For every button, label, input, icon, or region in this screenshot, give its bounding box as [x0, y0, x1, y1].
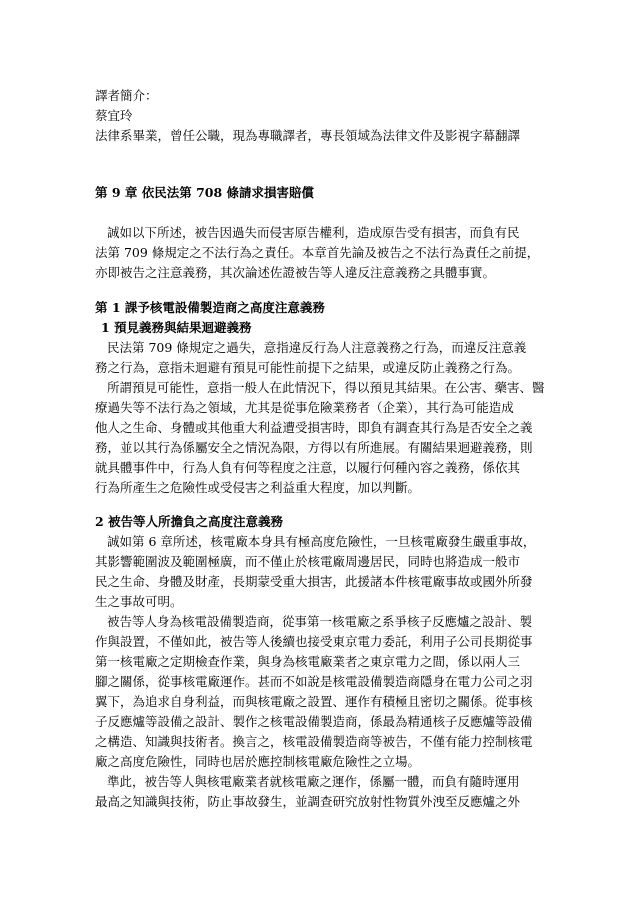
translator-heading: 譯者簡介：	[95, 88, 158, 103]
subsection-1-paragraph-1	[95, 338, 543, 378]
paragraph-line: 子反應爐等設備之設計、製作之核電設備製造商，係最為精通核子反應爐等設備	[95, 714, 533, 729]
paragraph-line: 務，並以其行為係屬安全之情況為限，方得以有所進展。有關結果迴避義務，則	[95, 440, 533, 455]
paragraph-line: 之構造、知識與技術者。換言之，核電設備製造商等被告，不僅有能力控制核電	[95, 734, 533, 749]
paragraph-line: 最高之知識與技術，防止事故發生，並調查研究放射性物質外洩至反應爐之外	[95, 794, 521, 809]
paragraph-line: 所謂預見可能性，意指一般人在此情況下，得以預見其結果。在公害、藥害、醫	[107, 380, 545, 395]
paragraph-line: 誠如第 6 章所述，核電廠本身具有極高度危險性，一旦核電廠發生嚴重事故，	[107, 534, 536, 549]
translator-name: 蔡宜玲	[95, 108, 133, 123]
subsection-2-paragraph-3	[95, 772, 543, 812]
paragraph-line: 廠之高度危險性，同時也居於應控制核電廠危險性之立場。	[95, 754, 421, 769]
paragraph-line: 行為所產生之危險性或受侵害之利益重大程度，加以判斷。	[95, 480, 421, 495]
subsection-2-paragraph-1	[95, 532, 543, 612]
paragraph-line: 被告等人身為核電設備製造商，從事第一核電廠之系爭核子反應爐之設計、製	[107, 614, 533, 629]
intro-line-1: 誠如以下所述，被告因過失而侵害原告權利，造成原告受有損害，而負有民	[107, 225, 520, 240]
paragraph-line: 翼下，為追求自身利益，而與核電廠之設置、運作有積極且密切之關係。從事核	[95, 694, 533, 709]
chapter-title: 第 9 章 依民法第 708 條請求損害賠償	[95, 185, 315, 200]
intro-line-3: 亦即被告之注意義務，其次論述佐證被告等人違反注意義務之具體事實。	[95, 265, 496, 280]
subsection-2-title: 2 被告等人所擔負之高度注意義務	[95, 514, 284, 529]
paragraph-line: 生之事故可明。	[95, 594, 183, 609]
paragraph-line: 就具體事件中，行為人負有何等程度之注意，以履行何種內容之義務，係依其	[95, 460, 521, 475]
paragraph-line: 療過失等不法行為之領域，尤其是從事危險業務者（企業），其行為可能造成	[95, 400, 514, 415]
paragraph-line: 其影響範圍波及範圍極廣，而不僅止於核電廠周邊居民，同時也將造成一般市	[95, 554, 521, 569]
paragraph-line: 作與設置，不僅如此，被告等人後續也接受東京電力委託，利用子公司長期從事	[95, 634, 533, 649]
translator-info	[95, 86, 543, 146]
paragraph-line: 他人之生命、身體或其他重大利益遭受損害時，即負有調查其行為是否安全之義	[95, 420, 533, 435]
paragraph-line: 務之行為，意指未迴避有預見可能性前提下之結果，或違反防止義務之行為。	[95, 360, 521, 375]
translator-bio: 法律系畢業，曾任公職，現為專職譯者，專長領域為法律文件及影視字幕翻譯	[95, 128, 521, 143]
subsection-2-paragraph-2	[95, 612, 543, 772]
paragraph-line: 第一核電廠之定期檢查作業，與身為核電廠業者之東京電力之間，係以兩人三	[95, 654, 521, 669]
paragraph-line: 準此，被告等人與核電廠業者就核電廠之運作，係屬一體，而負有隨時運用	[107, 774, 520, 789]
paragraph-line: 民之生命、身體及財產，長期蒙受重大損害，此援諸本件核電廠事故或國外所發	[95, 574, 533, 589]
subsection-1-title: 1 預見義務與結果迴避義務	[101, 320, 252, 335]
chapter-intro	[95, 223, 543, 283]
document-page	[95, 86, 543, 812]
paragraph-line: 腳之關係，從事核電廠運作。甚而不如說是核電設備製造商隱身在電力公司之羽	[95, 674, 533, 689]
subsection-1-paragraph-2	[95, 378, 543, 498]
intro-line-2: 法第 709 條規定之不法行為之責任。本章首先論及被告之不法行為責任之前提，	[95, 245, 540, 260]
paragraph-line: 民法第 709 條規定之過失，意指違反行為人注意義務之行為，而違反注意義	[107, 340, 527, 355]
section-1-title: 第 1 課予核電設備製造商之高度注意義務	[95, 300, 325, 315]
